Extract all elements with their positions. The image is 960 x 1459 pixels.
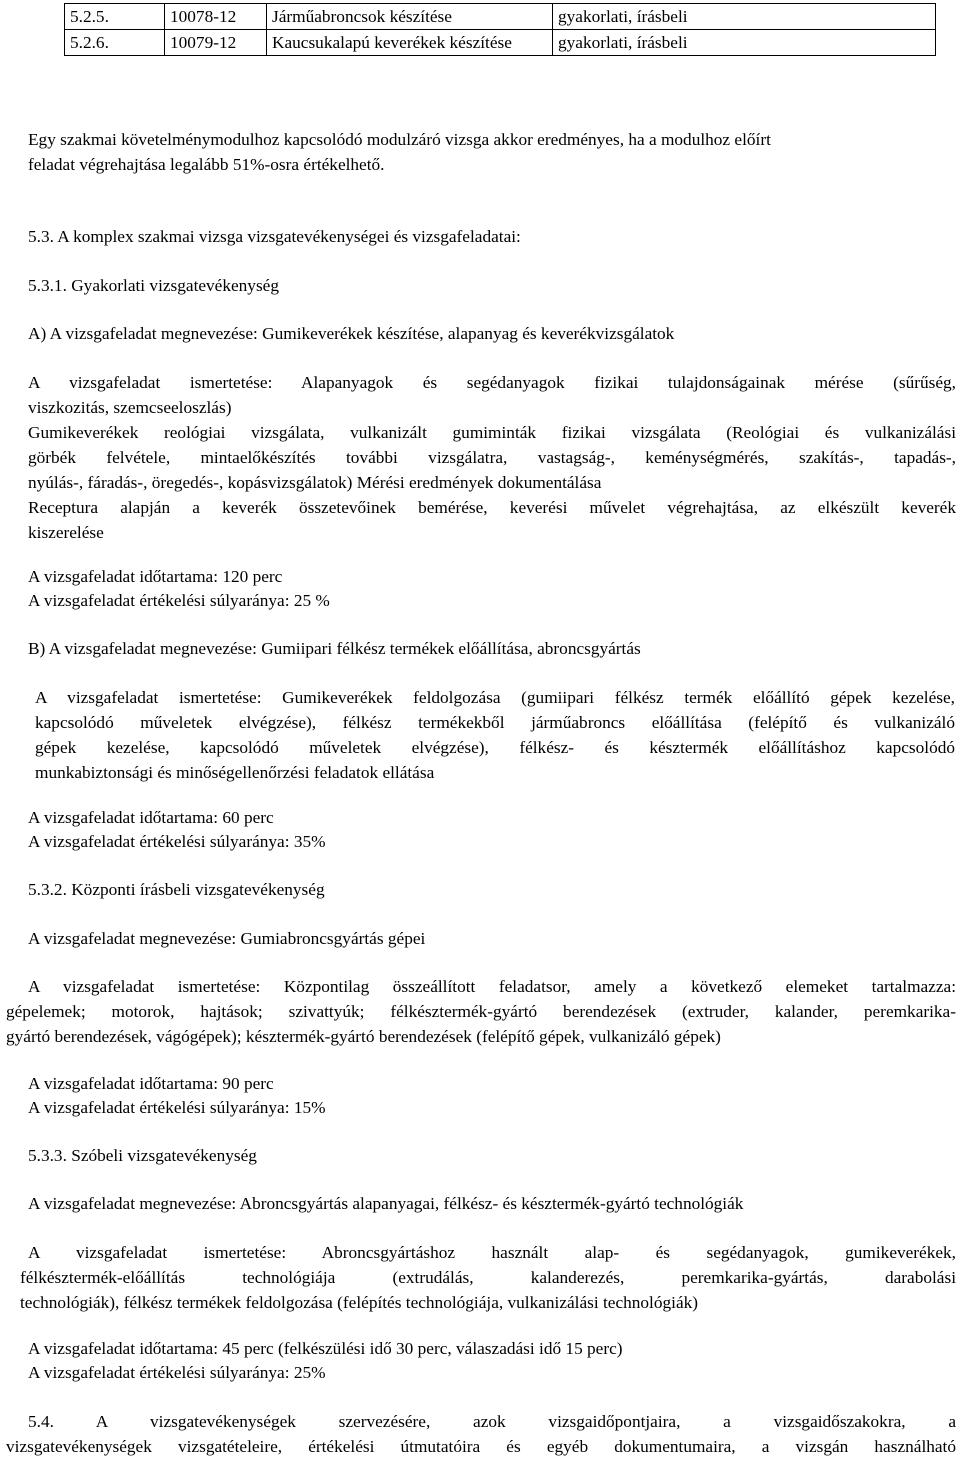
section-533-weight: A vizsgafeladat értékelési súlyaránya: 25%	[28, 1363, 326, 1382]
desc-line: A vizsgafeladat ismertetése: Központilag összeállított feladatsor, amely a következő elemeket tartalmazza:	[28, 977, 956, 996]
paragraph-line: 5.4. A vizsgatevékenységek szervezésére, azok vizsgaidőpontjaira, a vizsgaidőszakokra, a	[28, 1412, 956, 1431]
section-532-description	[6, 974, 956, 1049]
desc-line: Receptura alapján a keverék összetevőinek bemérése, keverési művelet végrehajtása, az elkészült keverék	[28, 498, 956, 517]
module-code: 5.2.6.	[65, 30, 165, 56]
table-row	[65, 4, 936, 30]
module-exam-type: gyakorlati, írásbeli	[553, 30, 936, 56]
section-532-weight: A vizsgafeladat értékelési súlyaránya: 15%	[28, 1098, 326, 1117]
module-code: 5.2.5.	[65, 4, 165, 30]
module-exam-type: gyakorlati, írásbeli	[553, 4, 936, 30]
module-number: 10079-12	[165, 30, 267, 56]
module-name: Járműabroncsok készítése	[267, 4, 553, 30]
desc-line: A vizsgafeladat ismertetése: Abroncsgyártáshoz használt alap- és segédanyagok, gumikeverékek,	[28, 1243, 956, 1262]
module-number: 10078-12	[165, 4, 267, 30]
section-533-duration: A vizsgafeladat időtartama: 45 perc (felkészülési idő 30 perc, válaszadási idő 15 perc)	[28, 1339, 623, 1358]
desc-line: görbék felvétele, mintaelőkészítés további vizsgálatra, vastagság-, keménységmérés, szakítás-, tapadás-,	[28, 448, 956, 467]
section-533-heading: 5.3.3. Szóbeli vizsgatevékenység	[28, 1146, 257, 1165]
paragraph-line: vizsgatevékenységek vizsgatételeire, értékelési útmutatóira és egyéb dokumentumaira, a vizsgán használható	[6, 1437, 956, 1456]
desc-line: A vizsgafeladat ismertetése: Gumikeverékek feldolgozása (gumiipari félkész termék előállító gépek kezelése,	[35, 688, 955, 707]
task-a-weight: A vizsgafeladat értékelési súlyaránya: 25 %	[28, 591, 330, 610]
section-53-heading: 5.3. A komplex szakmai vizsga vizsgatevékenységei és vizsgafeladatai:	[28, 227, 521, 246]
note-line: Egy szakmai követelménymodulhoz kapcsolódó modulzáró vizsga akkor eredményes, ha a modulhoz előírt	[28, 130, 771, 149]
task-a-title: A) A vizsgafeladat megnevezése: Gumikeverékek készítése, alapanyag és keverékvizsgálatok	[28, 324, 675, 343]
note-line: feladat végrehajtása legalább 51%-osra értékelhető.	[28, 155, 385, 174]
task-b-duration: A vizsgafeladat időtartama: 60 perc	[28, 808, 274, 827]
task-b-title: B) A vizsgafeladat megnevezése: Gumiipari félkész termékek előállítása, abroncsgyártás	[28, 639, 641, 658]
table-row	[65, 30, 936, 56]
desc-line: félkésztermék-előállítás technológiája (extrudálás, kalanderezés, peremkarika-gyártás, darabolási	[20, 1268, 956, 1287]
desc-line: kiszerelése	[28, 523, 104, 542]
task-a-description	[28, 370, 956, 545]
task-b-description	[35, 685, 955, 785]
desc-line: gépelemek; motorok, hajtások; szivattyúk; félkésztermék-gyártó berendezések (extruder, kalander, peremkarika-	[6, 1002, 956, 1021]
task-a-duration: A vizsgafeladat időtartama: 120 perc	[28, 567, 283, 586]
section-532-title: A vizsgafeladat megnevezése: Gumiabroncsgyártás gépei	[28, 929, 426, 948]
module-table	[64, 3, 936, 56]
desc-line: gépek kezelése, kapcsolódó műveletek elvégzése), félkész- és késztermék előállításhoz kapcsolódó	[35, 738, 955, 757]
desc-line: gyártó berendezések, vágógépek); késztermék-gyártó berendezések (felépítő gépek, vulkanizáló gépek)	[6, 1027, 721, 1046]
section-54-paragraph	[6, 1409, 956, 1459]
modular-exam-note	[28, 127, 938, 177]
desc-line: munkabiztonsági és minőségellenőrzési feladatok ellátása	[35, 763, 435, 782]
desc-line: Gumikeverékek reológiai vizsgálata, vulkanizált gumiminták fizikai vizsgálata (Reológiai és vulkanizálási	[28, 423, 956, 442]
section-531-heading: 5.3.1. Gyakorlati vizsgatevékenység	[28, 276, 279, 295]
desc-line: viszkozitás, szemcseeloszlás)	[28, 398, 232, 417]
section-533-description	[20, 1240, 956, 1315]
section-532-duration: A vizsgafeladat időtartama: 90 perc	[28, 1074, 274, 1093]
section-532-heading: 5.3.2. Központi írásbeli vizsgatevékenység	[28, 880, 325, 899]
desc-line: technológiák), félkész termékek feldolgozása (felépítés technológiája, vulkanizálási technológiák)	[20, 1293, 699, 1312]
desc-line: A vizsgafeladat ismertetése: Alapanyagok és segédanyagok fizikai tulajdonságainak mérése (sűrűség,	[28, 373, 956, 392]
module-name: Kaucsukalapú keverékek készítése	[267, 30, 553, 56]
desc-line: kapcsolódó műveletek elvégzése), félkész termékekből járműabroncs előállítása (felépítő és vulkanizáló	[35, 713, 955, 732]
section-533-title: A vizsgafeladat megnevezése: Abroncsgyártás alapanyagai, félkész- és késztermék-gyártó technológiák	[28, 1194, 744, 1213]
task-b-weight: A vizsgafeladat értékelési súlyaránya: 35%	[28, 832, 326, 851]
desc-line: nyúlás-, fáradás-, öregedés-, kopásvizsgálatok) Mérési eredmények dokumentálása	[28, 473, 602, 492]
